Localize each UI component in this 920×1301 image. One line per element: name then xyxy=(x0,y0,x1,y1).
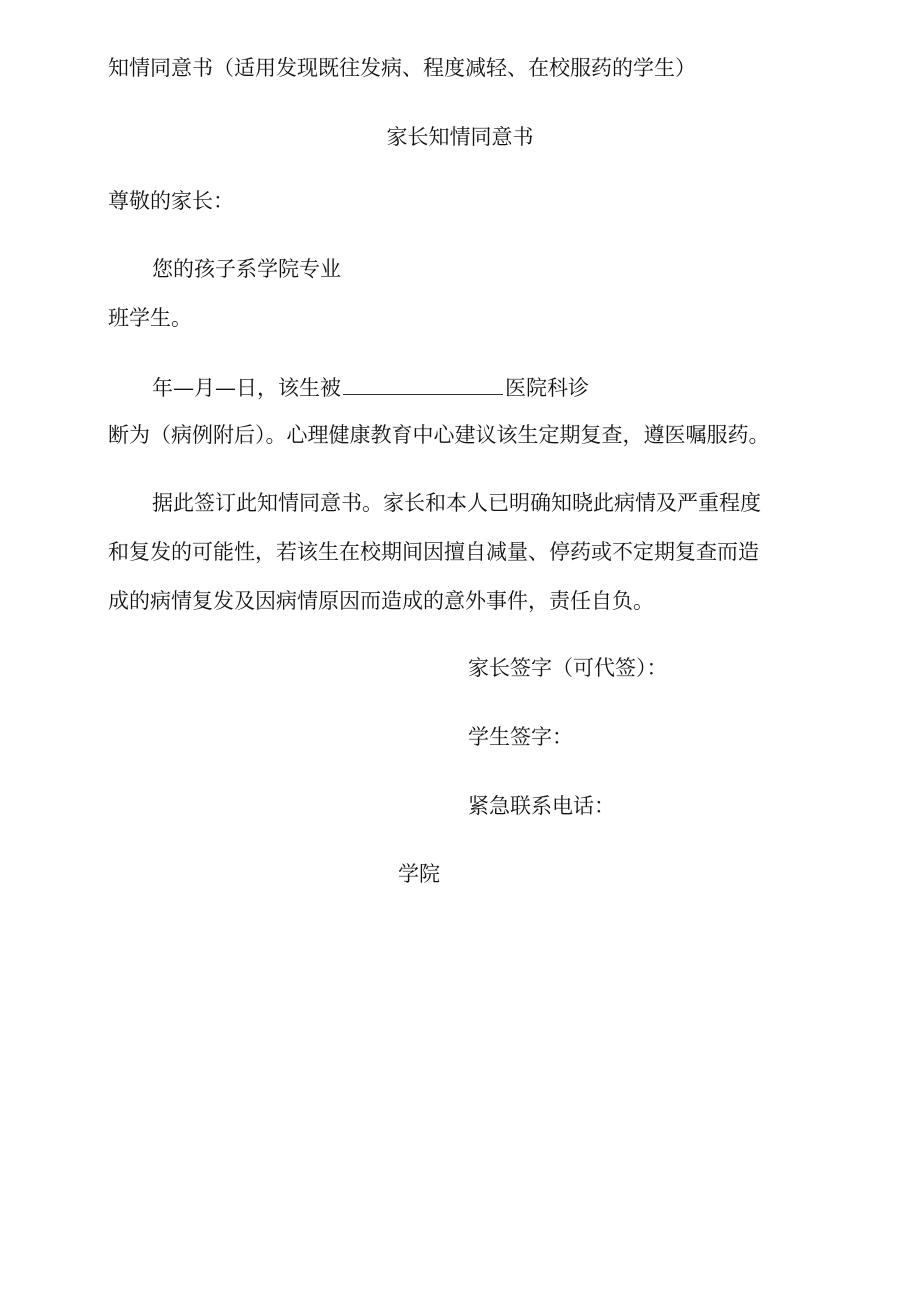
paragraph-3-line-3: 成的病情复发及因病情原因而造成的意外事件，责任自负。 xyxy=(108,589,654,613)
diagnosis-date-text: 年—月—日，该生被 xyxy=(152,376,341,400)
paragraph-1-line-2: 班学生。 xyxy=(108,306,192,330)
hospital-blank[interactable] xyxy=(343,376,503,395)
parent-signature-label: 家长签字（可代签）： xyxy=(468,656,668,680)
paragraph-2-line-2: 断为（病例附后）。心理健康教育中心建议该生定期复查，遵医嘱服药。 xyxy=(108,423,770,447)
sub-title: 家长知情同意书 xyxy=(386,125,534,149)
paragraph-2-line-1 xyxy=(152,376,589,399)
college-label: 学院 xyxy=(398,862,440,886)
paragraph-3-line-1: 据此签订此知情同意书。家长和本人已明确知晓此病情及严重程度 xyxy=(152,491,761,515)
emergency-phone-label: 紧急联系电话： xyxy=(468,794,615,818)
paragraph-1-line-1: 您的孩子系学院专业 xyxy=(152,257,341,281)
student-signature-label: 学生签字： xyxy=(468,725,573,749)
header-title: 知情同意书（适用发现既往发病、程度减轻、在校服药的学生） xyxy=(108,56,696,80)
salutation: 尊敬的家长： xyxy=(108,189,234,213)
paragraph-3-line-2: 和复发的可能性，若该生在校期间因擅自减量、停药或不定期复查而造 xyxy=(108,540,759,564)
hospital-department-text: 医院科诊 xyxy=(505,376,589,400)
